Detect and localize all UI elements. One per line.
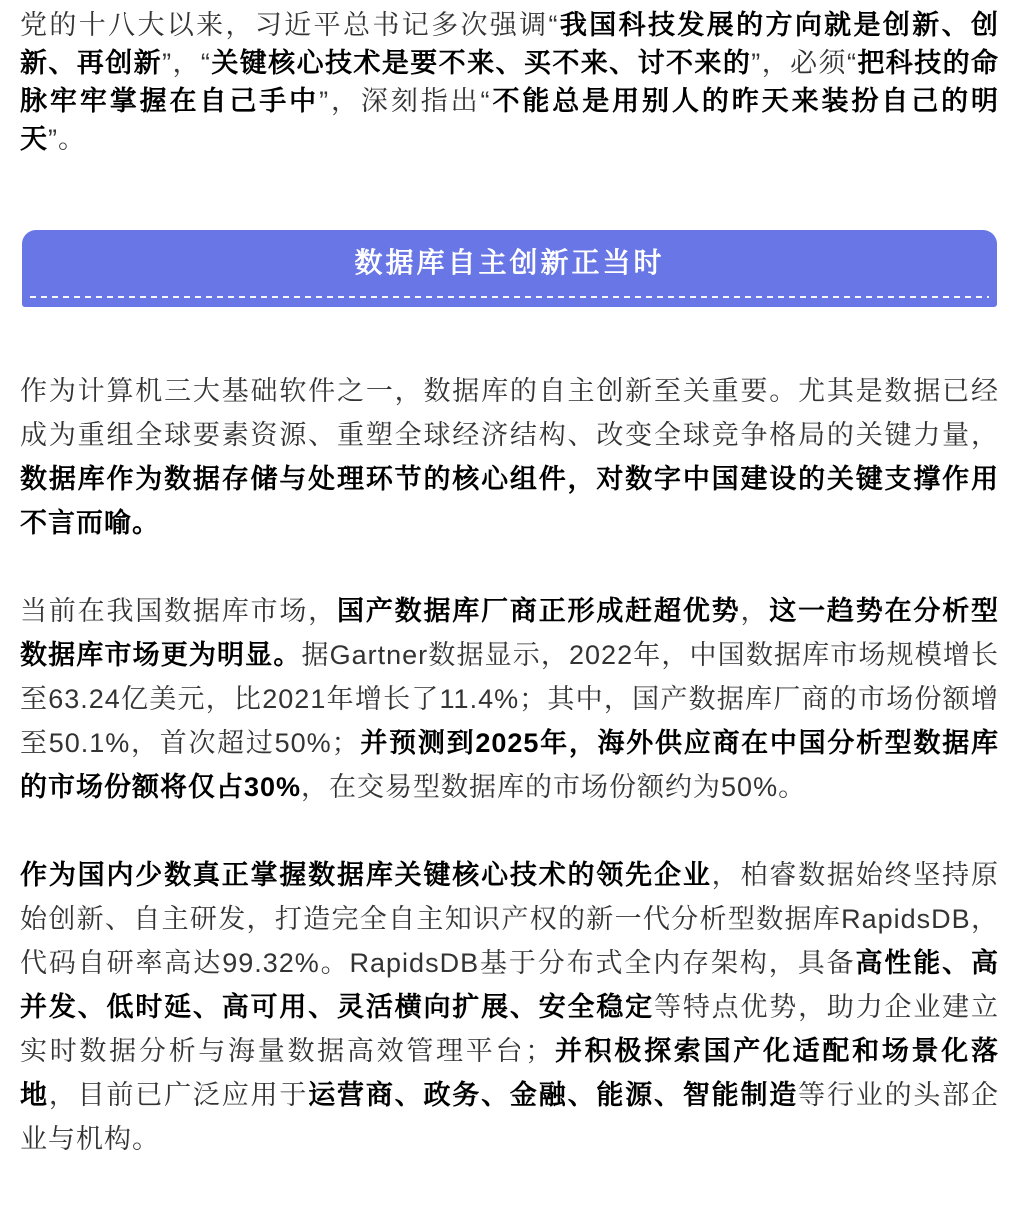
intro-paragraph (20, 0, 999, 158)
text-run-bold: 高性能、高并发、低时延、高可用、灵活横向扩展、安全稳定 (20, 948, 1000, 1022)
text-run-bold: 把科技的命脉牢牢掌握在自己手中 (20, 48, 1000, 116)
body-paragraph-1 (20, 369, 999, 545)
body-paragraph-2 (20, 589, 999, 809)
bottom-whitespace (20, 1205, 999, 1231)
text-run: 作为计算机三大基础软件之一，数据库的自主创新至关重要。尤其是数据已经成为重组全球要素资源、重塑全球经济结构、改变全球竞争格局的关键力量， (20, 376, 999, 450)
body-paragraph-3 (20, 853, 999, 1161)
text-run: 等特点优势，助力企业建立实时数据分析与海量数据高效管理平台； (20, 992, 999, 1066)
text-run: ，在交易型数据库的市场份额约为50%。 (301, 772, 807, 802)
text-run-bold: 关键核心技术是要不来、买不来、讨不来的 (210, 48, 752, 78)
text-run-bold: 作为国内少数真正掌握数据库关键核心技术的领先企业 (20, 860, 712, 890)
text-run: ， (740, 596, 770, 626)
section-banner (22, 230, 997, 307)
dotted-divider (30, 296, 989, 298)
text-run: ”，深刻指出“ (319, 86, 491, 116)
text-run-bold: 数据库作为数据存储与处理环节的核心组件，对数字中国建设的关键支撑作用不言而喻。 (20, 464, 999, 538)
text-run: 等行业的头部企业与机构。 (20, 1080, 1000, 1154)
text-run: ，柏睿数据始终坚持原始创新、自主研发，打造完全自主知识产权的新一代分析型数据库RapidsDB，代码自研率高达99.32%。RapidsDB基于分布式全内存架构，具备 (20, 860, 1000, 978)
text-run-bold: 运营商、政务、金融、能源、智能制造 (308, 1080, 799, 1110)
text-run-bold: 并积极探索国产化适配和场景化落地 (20, 1036, 999, 1110)
text-run: ”，“ (162, 48, 211, 78)
text-run: ，目前已广泛应用于 (48, 1080, 309, 1110)
section-title: 数据库自主创新正当时 (354, 247, 665, 278)
text-run: 党的十八大以来，习近平总书记多次强调“ (20, 10, 559, 40)
text-run: ”，必须“ (751, 48, 857, 78)
text-run-bold: 不能总是用别人的昨天来装扮自己的明天 (20, 86, 1000, 154)
text-run: ”。 (48, 124, 86, 154)
text-run-bold: 并预测到2025年，海外供应商在中国分析型数据库的市场份额将仅占30% (20, 728, 999, 802)
text-run-bold: 这一趋势在分析型数据库市场更为明显。 (20, 596, 1000, 670)
text-run: 当前在我国数据库市场， (20, 596, 337, 626)
text-run-bold: 我国科技发展的方向就是创新、创新、再创新 (20, 10, 1000, 78)
text-run-bold: 国产数据库厂商正形成赶超优势 (337, 596, 741, 626)
text-run: 据Gartner数据显示，2022年，中国数据库市场规模增长至63.24亿美元，比2021年增长了11.4%；其中，国产数据库厂商的市场份额增至50.1%，首次超过50%； (20, 640, 999, 758)
